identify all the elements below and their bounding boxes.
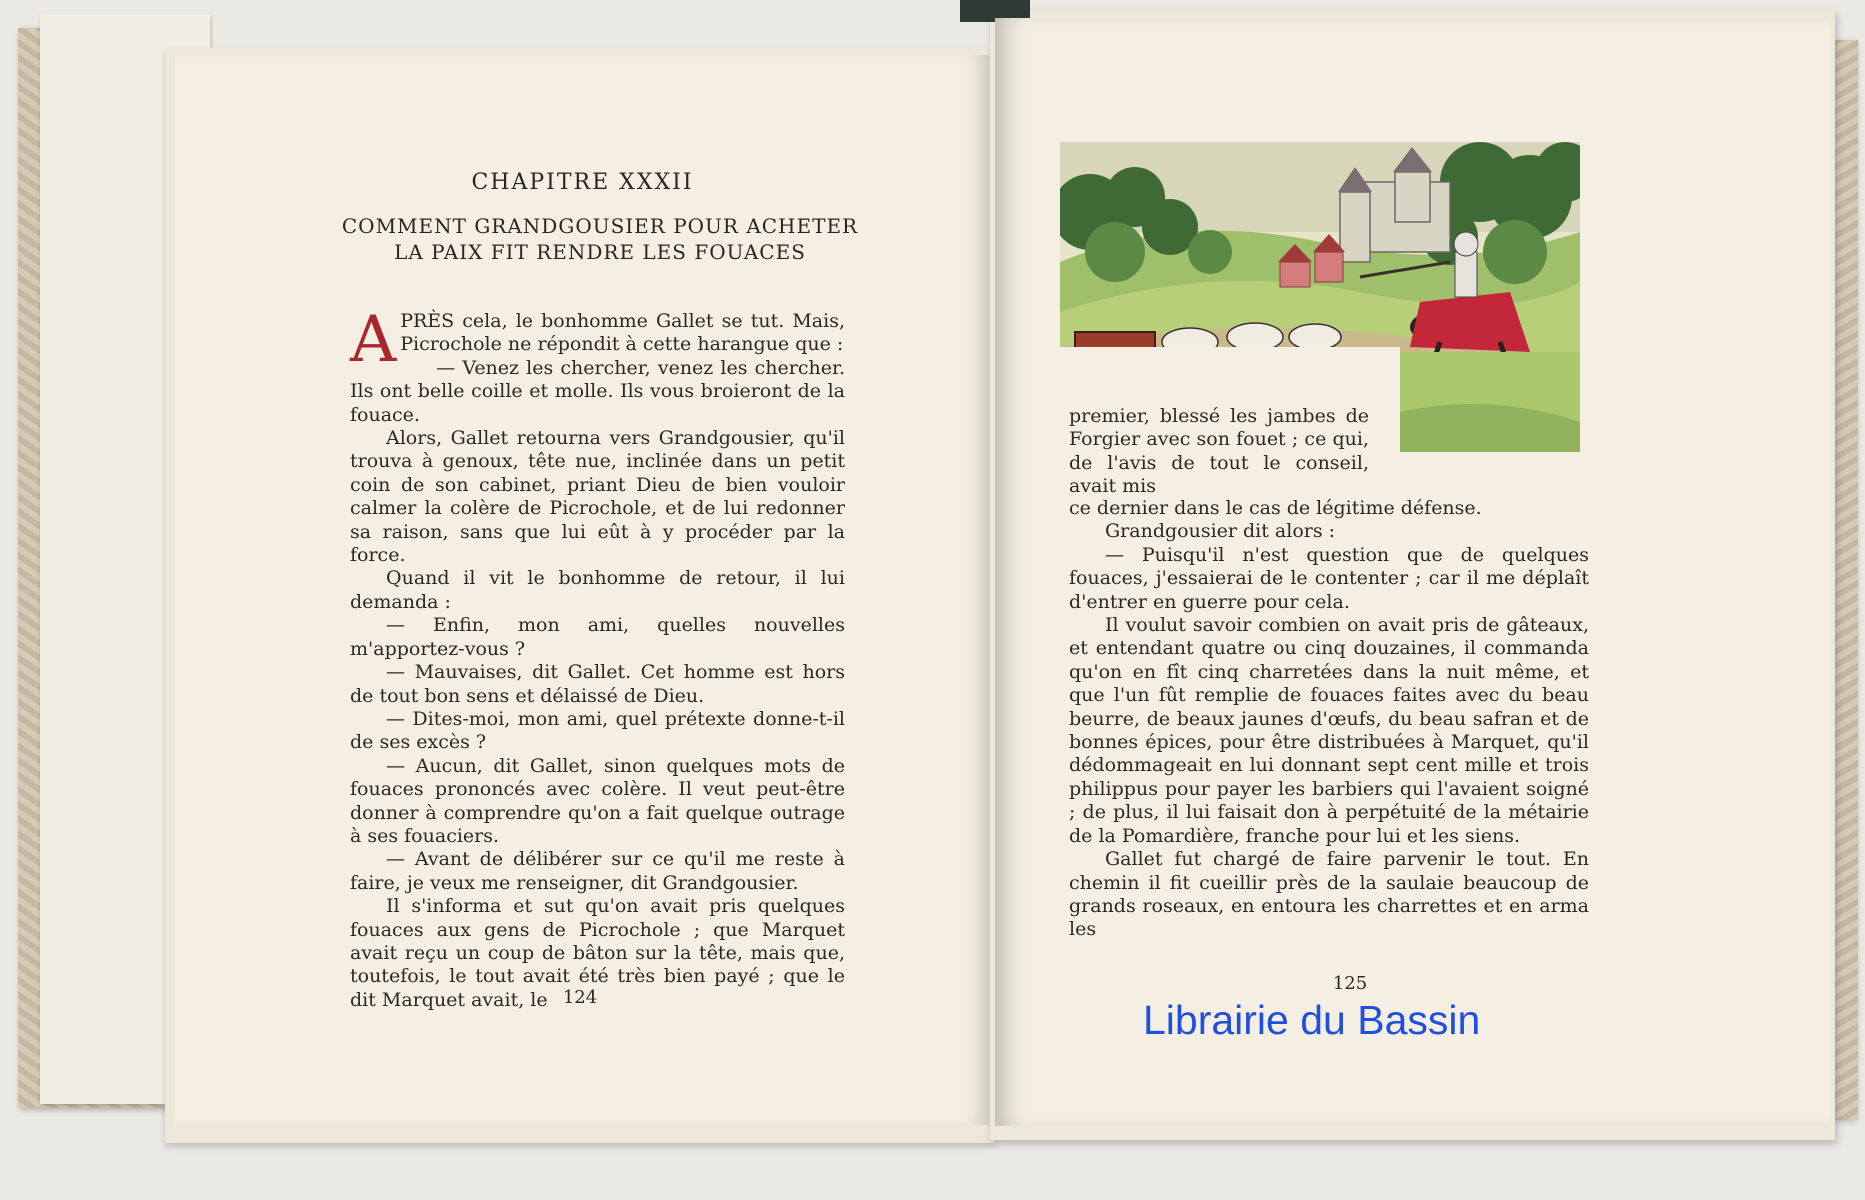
paragraph: Grandgousier dit alors : bbox=[1105, 520, 1336, 543]
paragraph: — Avant de délibérer sur ce qu'il me reste à faire, je veux me renseigner, dit Grandgousier. bbox=[350, 848, 845, 894]
paragraph: Il s'informa et sut qu'on avait pris quelques fouaces aux gens de Picrochole ; que Marquet avait reçu un coup de bâton sur la tête, mais que, toutefois, le tout avait été très bien payé ; que le dit Marquet avait, le bbox=[350, 895, 845, 1011]
page-number: 125 bbox=[1332, 973, 1368, 994]
paragraph: — Mauvaises, dit Gallet. Cet homme est hors de tout bon sens et délaissé de Dieu. bbox=[350, 661, 845, 707]
paragraph: — Dites-moi, mon ami, quel prétexte donne-t-il de ses excès ? bbox=[350, 707, 845, 754]
right-page-body bbox=[1069, 497, 1589, 942]
paragraph: PRÈS cela, le bonhomme Gallet se tut. Mais, Picrochole ne répondit à cette harangue que : bbox=[400, 310, 845, 356]
chapter-heading bbox=[305, 213, 895, 265]
heading-line-1: COMMENT GRANDGOUSIER POUR ACHETER bbox=[341, 214, 859, 238]
paragraph: — Puisqu'il n'est question que de quelques fouaces, j'essaierai de le contenter ; car il me déplaît d'entrer en guerre pour cela. bbox=[1069, 543, 1589, 613]
heading-line-2: LA PAIX FIT RENDRE LES FOUACES bbox=[394, 240, 806, 264]
paragraph: Gallet fut chargé de faire parvenir le tout. En chemin il fit cueillir près de la saulaie beaucoup de grands roseaux, en entoura les charrettes et en arma les bbox=[1069, 848, 1589, 941]
chapter-title: CHAPITRE XXXII bbox=[471, 170, 694, 195]
left-page-body bbox=[350, 303, 845, 1012]
left-page bbox=[175, 55, 990, 1125]
paragraph: ce dernier dans le cas de légitime défense. bbox=[1069, 497, 1482, 519]
paragraph: Alors, Gallet retourna vers Grandgousier, qu'il trouva à genoux, tête nue, inclinée dans un petit coin de son cabinet, priant Dieu de bien vouloir calmer la colère de Picrochole, et de lui redonner sa raison, sans que lui eût à y procéder par la force. bbox=[350, 427, 845, 567]
paragraph: — Aucun, dit Gallet, sinon quelques mots de fouaces prononcés avec colère. Il veut peut-être donner à comprendre qu'on a fait quelque outrage à ses fouaciers. bbox=[350, 754, 845, 847]
paragraph: Quand il vit le bonhomme de retour, il lui demanda : bbox=[350, 567, 845, 613]
paragraph: premier, blessé les jambes de Forgier avec son fouet ; ce qui, de l'avis de tout le conseil, avait mis bbox=[1069, 405, 1369, 498]
right-page bbox=[995, 18, 1830, 1126]
drop-capital: A bbox=[350, 303, 397, 377]
page-number: 124 bbox=[562, 987, 598, 1008]
paragraph: — Venez les chercher, venez les chercher. Ils ont belle coille et molle. Ils vous broieront de la fouace. bbox=[350, 356, 845, 426]
text-beside-image bbox=[1069, 405, 1369, 499]
watermark-text: Librairie du Bassin bbox=[1143, 997, 1481, 1043]
paragraph: — Enfin, mon ami, quelles nouvelles m'apportez-vous ? bbox=[350, 614, 845, 660]
paragraph: Il voulut savoir combien on avait pris de gâteaux, et entendant quatre ou cinq douzaines, il commanda qu'on en fît cinq charretées dans la nuit même, et que l'un fût remplie de fouaces faites avec du beau beurre, de beaux jaunes d'œufs, du beau safran et de bonnes épices, pour être distribuées à Marquet, qu'il dédommageait en lui donnant sept cent mille et trois philippus pour payer les barbiers qui l'avaient soigné ; de plus, il lui faisait don à perpétuité de la métairie de la Pomardière, franche pour lui et les siens. bbox=[1069, 614, 1589, 847]
